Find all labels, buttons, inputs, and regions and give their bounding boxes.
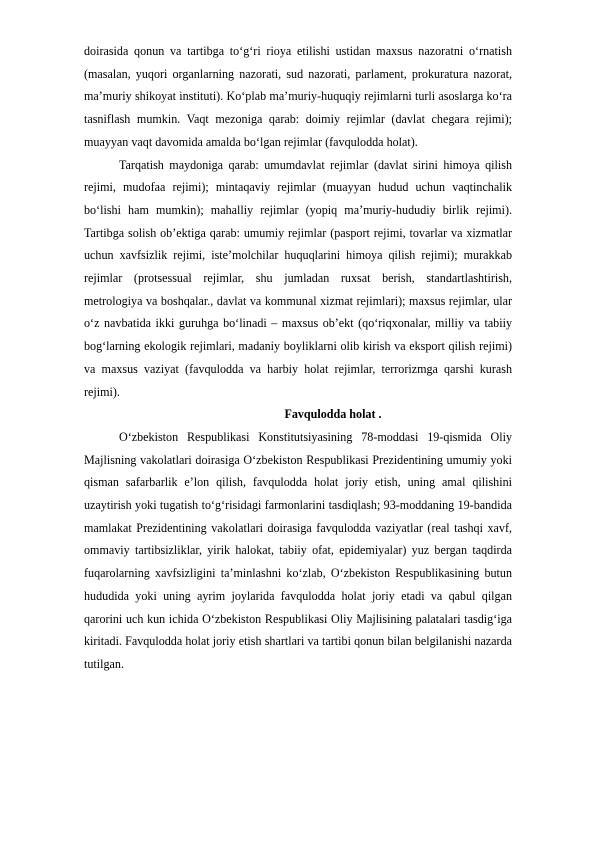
- paragraph-constitution: O‘zbekiston Respublikasi Konstitutsiyasining 78-moddasi 19-qismida Oliy Majlisning vakolatlari doirasiga O‘zbekiston Respublikasi Prezidentining umumiy yoki qisman safarbarlik e’lon qilish, favqulodda holat joriy etish, uning amal qilishini uzaytirish yoki tugatish to‘g‘risidagi farmonlarini tasdiqlash; 93-moddaning 19-bandida mamlakat Prezidentining vakolatlari doirasiga favqulodda vaziyatlar (real tashqi xavf, ommaviy tartibsizliklar, yirik halokat, tabiiy ofat, epidemiyalar) yuz bergan taqdirda fuqarolarning xavfsizligini ta’minlashni ko‘zlab, O‘zbekiston Respublikasining butun hududida yoki uning ayrim joylarida favqulodda holat joriy etadi va qabul qilgan qarorini uch kun ichida O‘zbekiston Respublikasi Oliy Majlisining palatalari tasdig‘iga kiritadi. Favqulodda holat joriy etish shartlari va tartibi qonun bilan belgilanishi nazarda tutilgan.: [84, 429, 512, 671]
- paragraph-classification: Tarqatish maydoniga qarab: umumdavlat rejimlar (davlat sirini himoya qilish rejimi, mudofaa rejimi); mintaqaviy rejimlar (muayyan hudud uchun vaqtinchalik bo‘lishi ham mumkin); mahalliy rejimlar (yopiq ma’muriy-hududiy birlik rejimi). Tartibga solish ob’ektiga qarab: umumiy rejimlar (pasport rejimi, tovarlar va xizmatlar uchun xavfsizlik rejimi, iste’molchilar huquqlarini himoya qilish rejimi); murakkab rejimlar (protsessual rejimlar, shu jumladan ruxsat berish, standartlashtirish, metrologiya va boshqalar., davlat va kommunal xizmat rejimlari); maxsus rejimlar, ular o‘z navbatida ikki guruhga bo‘linadi – maxsus ob’ekt (qo‘riqxonalar, milliy va tabiiy bog‘larning ekologik rejimlari, madaniy boyliklarni olib kirish va eksport qilish rejimi) va maxsus vaziyat (favqulodda va harbiy holat rejimlar, terrorizmga qarshi kurash rejimi).: [84, 157, 512, 399]
- section-heading: Favqulodda holat .: [284, 407, 382, 422]
- document-page: [84, 40, 512, 676]
- paragraph-continuation: doirasida qonun va tartibga to‘g‘ri rioya etilishi ustidan maxsus nazoratni o‘rnatish (masalan, yuqori organlarning nazorati, sud nazorati, parlament, prokuratura nazorat, ma’muriy shikoyat instituti). Ko‘plab ma’muriy-huquqiy rejimlarni turli asoslarga ko‘ra tasniflash mumkin. Vaqt mezoniga qarab: doimiy rejimlar (davlat chegara rejimi); muayyan vaqt davomida amalda bo‘lgan rejimlar (favqulodda holat).: [84, 44, 512, 149]
